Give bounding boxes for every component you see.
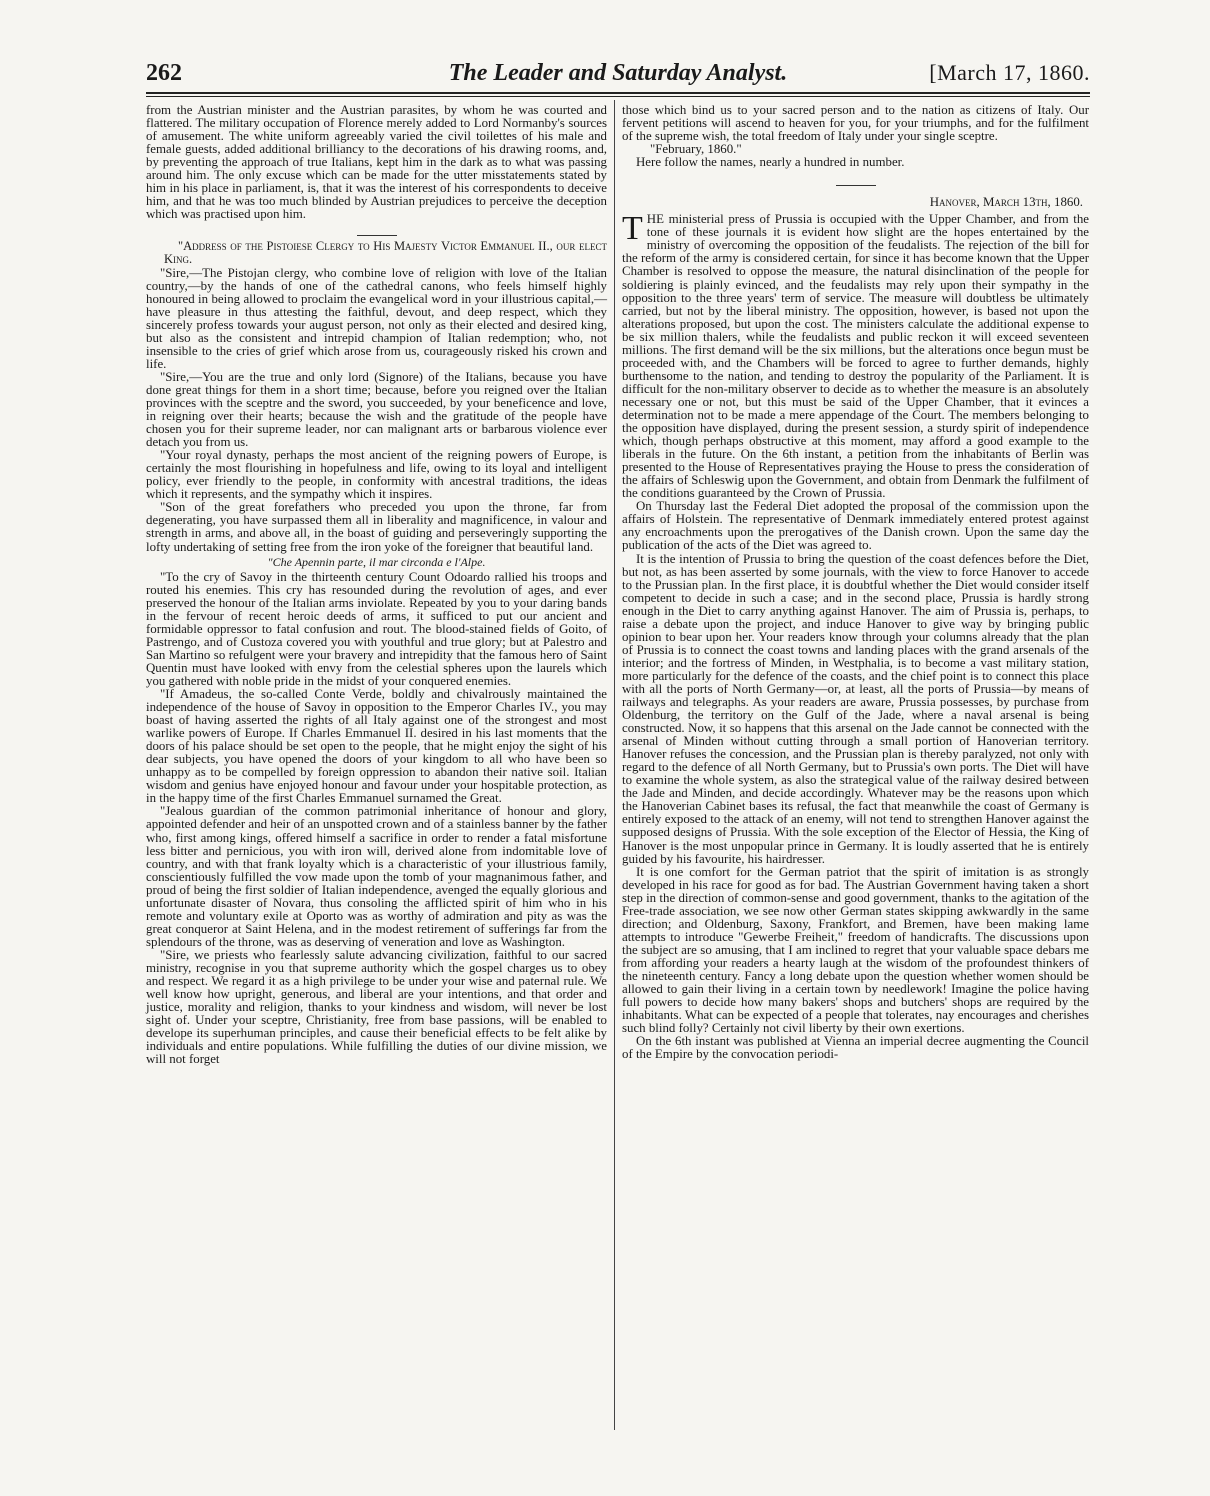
issue-date: [March 17, 1860. xyxy=(929,60,1090,85)
header-rule xyxy=(146,92,1090,94)
publication-title: The Leader and Saturday Analyst. xyxy=(448,60,788,86)
section-divider xyxy=(836,185,876,186)
paragraph: "February, 1860." xyxy=(650,142,742,157)
paragraph: "Your royal dynasty, perhaps the most ancient of the reigning powers of Europe, is certainly the most flourishing in hopefulness and life, owing to its loyal and intelligent policy, ever friendly to the people, in conformity with ancestral traditions, the ideas which it represents, and the sympathy which it inspires. xyxy=(146,448,607,502)
column-divider xyxy=(614,100,615,1430)
section-heading: "Address of the Pistoiese Clergy to His Majesty Victor Emmanuel II., our elect King. xyxy=(164,239,607,267)
drop-cap: T xyxy=(622,210,643,248)
paragraph: It is the intention of Prussia to bring the question of the coast defences before the Diet, but not, as has been asserted by some journals, with the view to force Hanover to accede to the Prussian plan. In the first place, it is doubtful whether the Diet would consider itself competent to decide in such a case; and in the second place, Prussia is hardly strong enough in the Diet to carry anything against Hanover. The aim of Prussia is, perhaps, to raise a debate upon the project, and induce Hanover to give way by bringing public opinion to bear upon her. Your readers know through your columns already that the plan of Prussia is to connect the coast towns and landing places with the grand arsenals of the interior; and the fortress of Minden, in Westphalia, is to become a vast military station, more particularly for the defence of the coasts, and the chief point is to connect this place with all the ports of North Germany—or, at least, all the ports of Prussia—by means of railways and telegraphs. As your readers are aware, Prussia possesses, by purchase from Oldenburg, the territory on the Gulf of the Jade, where a naval arsenal is being constructed. Now, it so happens that this arsenal on the Jade cannot be connected with the arsenal of Minden without cutting through a small portion of Hanoverian territory. Hanover refuses the concession, and the Prussian plan is thereby paralyzed, not only with regard to the defence of all North Germany, but to Prussia's own ports. The Diet will have to examine the whole system, as also the strategical value of the railway desired between the Jade and Minden, and decide accordingly. Whatever may be the reasons upon which the Hanoverian Cabinet bases its refusal, the fact that meanwhile the coast of Germany is entirely exposed to the attack of an enemy, will not tend to strengthen Hanover against the supposed designs of Prussia. With the sole exception of the Elector of Hessia, the King of Hanover is the most unpopular prince in Germany. It is loudly asserted that he is entirely guided by his favourite, his hairdresser. xyxy=(622,551,1089,866)
page-number: 262 xyxy=(146,60,182,86)
paragraph: "To the cry of Savoy in the thirteenth century Count Odoardo rallied his troops and routed his enemies. This cry has resounded during the revolution of ages, and ever preserved the honour of the Italian arms inviolate. Repeated by you to your daring bands in the fervour of recent heroic deeds of arms, it sufficed to put our ancient and formidable oppressor to fatal confusion and rout. The blood-stained fields of Goito, of Pastrengo, and of Custoza covered you with youthful and true glory; but at Palestro and San Martino so refulgent were your bravery and intrepidity that the famous hero of Saint Quentin must have looked with envy from the celestial spheres upon the laurels which you gathered with noble pride in the midst of your conquered enemies. xyxy=(146,569,607,688)
section-divider xyxy=(357,235,397,236)
paragraph: It is one comfort for the German patriot that the spirit of imitation is as strongly developed in his race for good as for bad. The Austrian Government having taken a short step in the direction of common-sense and good government, thanks to the agitation of the Free-trade association, we see now other German states skipping awkwardly in the same direction; and Oldenburg, Saxony, Frankfort, and Bremen, have been making lame attempts to introduce "Gewerbe Freiheit," freedom of handicrafts. The discussions upon the subject are so amusing, that I am inclined to regret that your valuable space debars me from affording your readers a hearty laugh at the wisdom of the profoundest thinkers of the nineteenth century. Fancy a long debate upon the question whether women should be allowed to gain their living in a certain town by needlework! Imagine the police having full powers to decide how many bakers' shops and butchers' shops are required by the inhabitants. What can be expected of a people that tolerates, nay encourages and cherishes such blind folly? Certainly not civil liberty by their own exertions. xyxy=(622,864,1089,1036)
paragraph: "Jealous guardian of the common patrimonial inheritance of honour and glory, appointed defender and heir of an unspotted crown and of a stainless banner by the father who, first among kings, offered himself a sacrifice in order to render a fatal misfortune less bitter and pernicious, you with iron will, derived alone from indomitable love of country, and with that frank loyalty which is a characteristic of your illustrious family, conscientiously fulfilled the vow made upon the tomb of your magnanimous father, and proud of being the first soldier of Italian independence, avenged the equally glorious and unfortunate disaster of Novara, thus consoling the afflicted spirit of him who in his remote and voluntary exile at Oporto was as worthy of admiration and pity as was the great conqueror at Saint Helena, and in the modest retirement of sufferings far from the splendours of the throne, was as deserving of veneration and love as Washington. xyxy=(146,804,607,949)
header-rule-thin xyxy=(146,96,1090,97)
paragraph: Here follow the names, nearly a hundred in number. xyxy=(636,155,905,170)
dateline: Hanover, March 13th, 1860. xyxy=(929,195,1083,210)
paragraph: "If Amadeus, the so-called Conte Verde, boldly and chivalrously maintained the independence of the house of Savoy in opposition to the Emperor Charles IV., you may boast of having asserted the rights of all Italy against one of the strongest and most warlike powers of Europe. If Charles Emmanuel II. desired in his last moments that the doors of his palace should be set open to the people, that he might enjoy the sight of his dear subjects, you have opened the doors of your kingdom to all who have been so unhappy as to be compelled by foreign oppression to abandon their native soil. Italian wisdom and genius have enjoyed honour and favour under your hospitable protection, as in the happy time of the first Charles Emmanuel surnamed the Great. xyxy=(146,687,607,806)
paragraph: "Son of the great forefathers who preceded you upon the throne, far from degenerating, you have surpassed them all in liberality and magnificence, in valour and strength in arms, and above all, in the boast of guiding and perseveringly supporting the lofty undertaking of setting free from the iron yoke of the foreigner that beautiful land. xyxy=(146,500,607,554)
right-column xyxy=(622,104,1089,1061)
paragraph: On the 6th instant was published at Vienna an imperial decree augmenting the Council of the Empire by the convocation periodi- xyxy=(622,1034,1089,1062)
left-column xyxy=(146,104,607,1066)
paragraph: "Sire,—You are the true and only lord (Signore) of the Italians, because you have done great things for them in a short time; because, before you reigned over the Italian provinces with the sceptre and the sword, you succeeded, by your beneficence and love, in reigning over their hearts; because the wish and the gratitude of the people have chosen you for their supreme leader, nor can malignant arts or barbarous violence ever detach you from us. xyxy=(146,369,607,450)
paragraph: "Sire, we priests who fearlessly salute advancing civilization, faithful to our sacred ministry, recognise in you that supreme authority which the gospel charges us to obey and respect. We regard it as a high privilege to be under your wise and paternal rule. We well know how upright, generous, and liberal are your intentions, and that order and justice, morality and religion, thanks to your kindness and wisdom, will never be lost sight of. Under your sceptre, Christianity, free from base passions, will be enabled to develope its superhuman principles, and cause their beneficial effects to be felt alike by individuals and entire populations. While fulfilling the duties of our divine mission, we will not forget xyxy=(146,947,607,1067)
paragraph: On Thursday last the Federal Diet adopted the proposal of the commission upon the affairs of Holstein. The representative of Denmark immediately entered protest against any encroachments upon the prerogatives of the Danish crown. Upon the same day the publication of the acts of the Diet was agreed to. xyxy=(622,499,1089,553)
paragraph: from the Austrian minister and the Austrian parasites, by whom he was courted and flattered. The military occupation of Florence merely added to Lord Normanby's sources of amusement. The white uniform agreeably varied the civil toilettes of his male and female guests, added additional brilliancy to the decorations of his drawing rooms, and, by preventing the approach of true Italians, kept him in the dark as to what was passing around him. The only excuse which can be made for the utter misstatements stated by him in his place in parliament, is, that it was the interest of his correspondents to deceive him, and that he was too much blinded by Austrian prejudices to perceive the deception which was practised upon him. xyxy=(146,103,607,222)
paragraph-text: HE ministerial press of Prussia is occupied with the Upper Chamber, and from the tone of these journals it is evident how slight are the hopes entertained by the ministry of overcoming the opposition of the feudalists. The rejection of the bill for the reform of the army is considered certain, for since it has become known that the Upper Chamber is resolved to oppose the measure, the natural disinclination of the people for soldiering is plainly evinced, and the feudalists may rely upon their sympathy in the opposition to the three years' term of service. The measure will doubtless be ultimately carried, but not by the liberal ministry. The opposition, however, is based not upon the alterations proposed, but upon the cost. The ministers calculate the additional expense to be six million thalers, while the feudalists and public reckon it will exceed seventeen millions. The first demand will be the six millions, but the alterations once begun must be proceeded with, and the Chambers will be forced to agree to further demands, highly burthensome to the nation, and tending to destroy the popularity of the Parliament. It is difficult for the non-military observer to decide as to whether the measure is an absolutely necessary one or not, but this must be said of the Upper Chamber, that it evinces a determination not to be made a mere appendage of the Court. The members belonging to the opposition have displayed, during the present session, a sturdy spirit of independence which, though perhaps obstructive at this moment, may afford a good example to the liberals in the future. On the 6th instant, a petition from the inhabitants of Berlin was presented to the House of Representatives praying the House to press the consideration of the affairs of Schleswig upon the Government, and obtain from Denmark the fulfilment of the conditions guaranteed by the Crown of Prussia. xyxy=(622,212,1089,501)
paragraph: "Sire,—The Pistojan clergy, who combine love of religion with love of the Italian country,—by the hands of one of the cathedral canons, who feels himself highly honoured in being allowed to proclaim the evangelical word in your illustrious capital,—have pleasure in thus attesting the faithful, devout, and deep respect, which they sincerely profess towards your august person, not only as their elected and desired king, but also as the consistent and intrepid champion of Italian redemption; who, not insensible to the cries of grief which arose from us, courageously risked his crown and life. xyxy=(146,265,607,371)
paragraph xyxy=(622,210,1089,501)
page-header xyxy=(146,56,1090,96)
paragraph: those which bind us to your sacred person and to the nation as citizens of Italy. Our fervent petitions will ascend to heaven for you, for your triumphs, and for the fulfilment of the supreme wish, the total freedom of Italy under your single sceptre. xyxy=(622,103,1089,144)
verse-quote: "Che Apennin parte, il mar circonda e l'Alpe. xyxy=(267,554,486,569)
